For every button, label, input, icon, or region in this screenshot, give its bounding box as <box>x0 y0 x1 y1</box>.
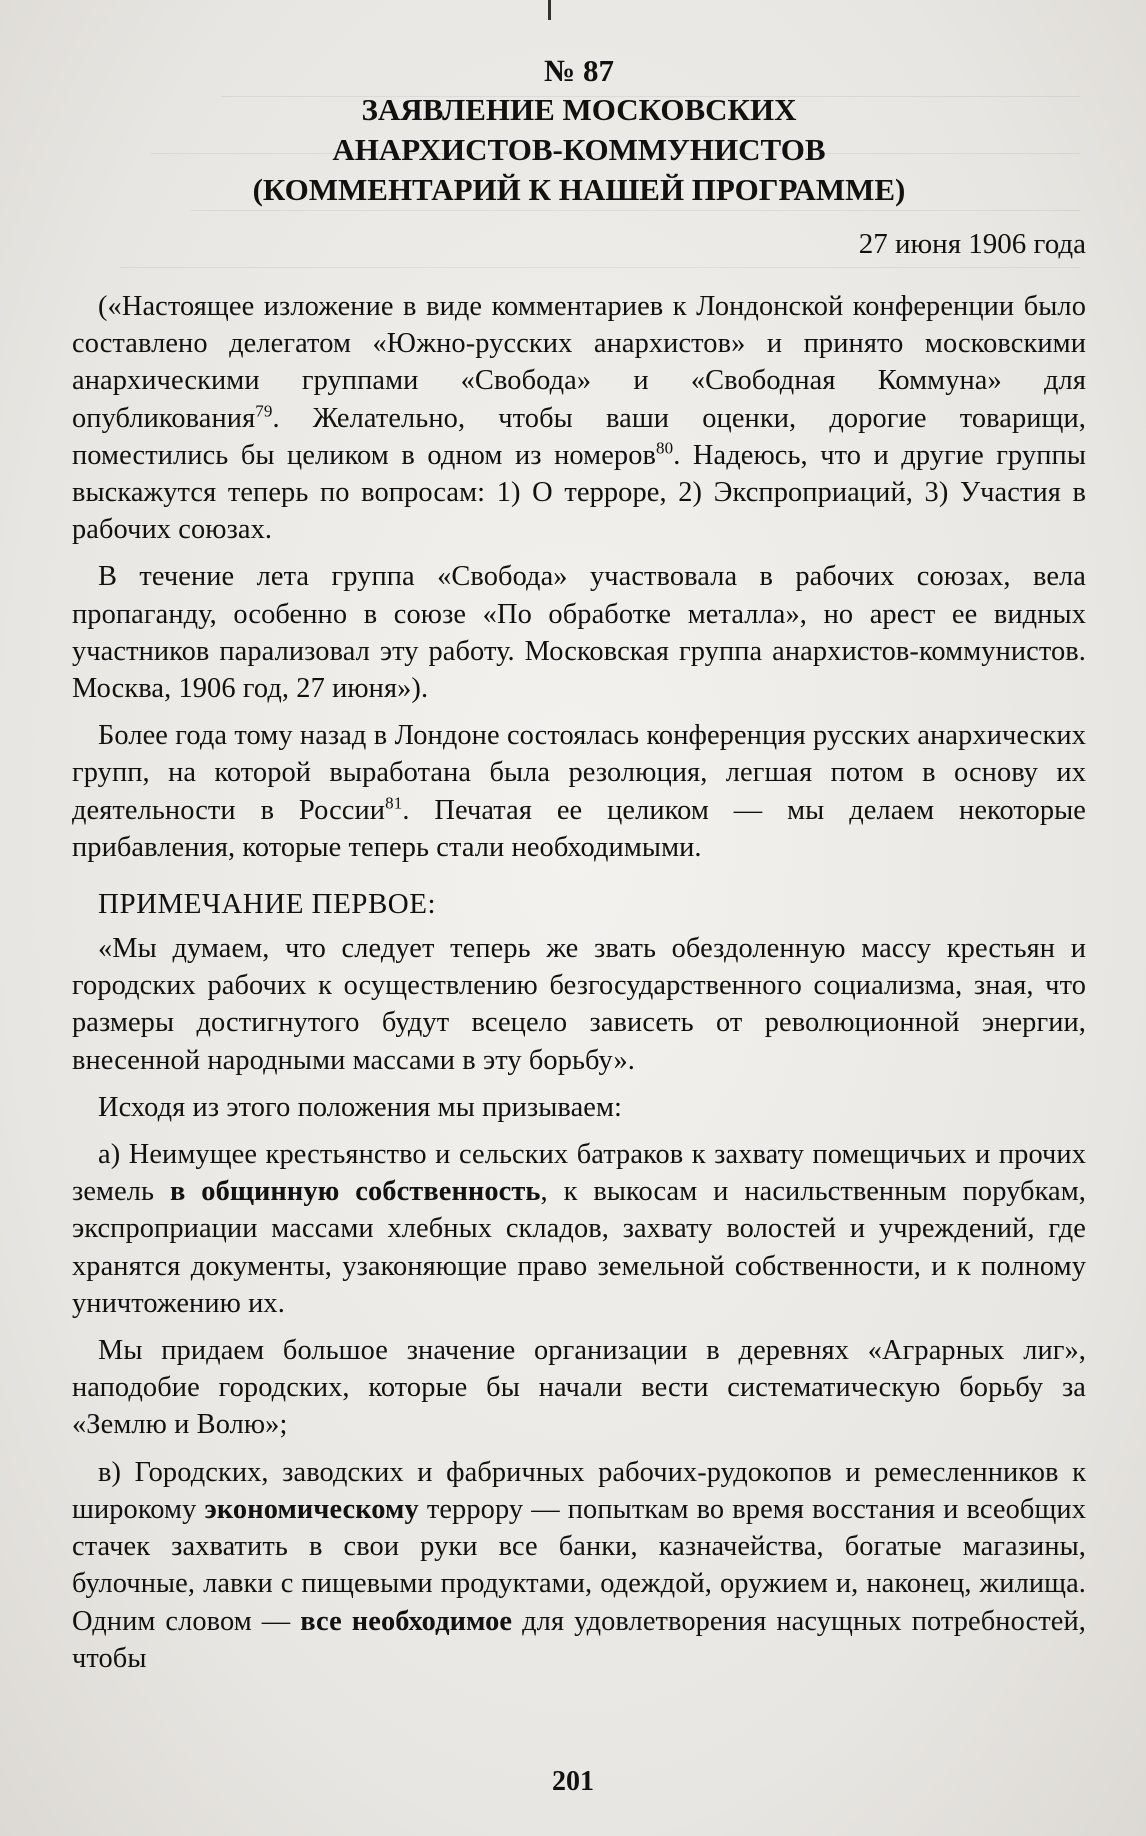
body-text-a1: а) Неимущее крестьянство и сельских батраков к захвату помещичьих и прочих земель <box>72 1139 1086 1208</box>
title-line-3: (КОММЕНТАРИЙ К НАШЕЙ ПРОГРАММЕ) <box>252 172 906 207</box>
intro-text-1b: . Желательно, чтобы ваши оценки, дорогие товарищи, поместились бы целиком в одном из номеров <box>72 402 1086 471</box>
emphasis-communal-property: в общинную собственность <box>169 1176 541 1208</box>
body-paragraph-leagues: Мы придаем большое значение организации в деревнях «Аграрных лиг», наподобие городских, которые бы начали вести систематическую борьбу за «Землю и Волю»; <box>72 1335 1086 1441</box>
intro-text-3b: . Печатая ее целиком — мы делаем некоторые прибавления, которые теперь стали необходимыми. <box>72 794 1086 863</box>
body-paragraph-a <box>72 1136 1086 1322</box>
intro-text-1c: . Надеюсь, что и другие группы выскажутся теперь по вопросам: 1) О терроре, 2) Экспроприаций, 3) Участия в рабочих союзах. <box>72 439 1086 546</box>
emphasis-necessities: все необходимое <box>300 1605 513 1637</box>
body-paragraph-call: Исходя из этого положения мы призываем: <box>98 1091 623 1123</box>
page-number: 201 <box>552 1766 594 1797</box>
intro-text-1a: («Настоящее изложение в виде комментариев к Лондонской конференции было составлено делегатом «Южно-русских анархистов» и принято московскими анархическими группами «Свобода» и «Свободная Коммуна» для опубликования <box>72 291 1086 434</box>
document-title <box>72 90 1086 210</box>
intro-text-3a: Более года тому назад в Лондоне состоялась конференция русских анархических групп, на которой выработана была резолюция, легшая потом в основу их деятельности в России <box>72 720 1086 826</box>
section-heading: ПРИМЕЧАНИЕ ПЕРВОЕ: <box>98 888 436 921</box>
document-number: № 87 <box>544 53 614 88</box>
document-date: 27 июня 1906 года <box>858 228 1086 260</box>
body-paragraph-quote: «Мы думаем, что следует теперь же звать обездоленную массу крестьян и городских рабочих к осуществлению безгосударственного социализма, зная, что размеры достигнутого будут всецело зависеть от революционной энергии, внесенной народными массами в эту борьбу». <box>72 933 1086 1076</box>
title-line-2: АНАРХИСТОВ-КОММУНИСТОВ <box>332 132 826 167</box>
footnote-ref-79: 79 <box>255 401 273 421</box>
intro-paragraph-1 <box>72 288 1086 548</box>
emphasis-economic: экономическому <box>204 1493 419 1525</box>
body-text-v3: для удовлетворения насущных потребностей, чтобы <box>72 1605 1086 1674</box>
body-text-v2: террору — попыткам во время восстания и всеобщих стачек захватить в свои руки все банки, казначейства, богатые магазины, булочные, лавки с пищевыми продуктами, одеждой, оружием и, наконец, жилища. Одним словом — <box>72 1493 1086 1637</box>
title-line-1: ЗАЯВЛЕНИЕ МОСКОВСКИХ <box>361 92 797 127</box>
body-text-a2: , к выкосам и насильственным порубкам, экспроприации массами хлебных складов, захвату волостей и учреждений, где хранятся документы, узаконяющие право земельной собственности, и к полному уничтожению их. <box>72 1176 1087 1319</box>
footnote-ref-81: 81 <box>385 793 403 813</box>
body-text-v1: в) Городских, заводских и фабричных рабочих-рудокопов и ремесленников к широкому <box>72 1456 1086 1525</box>
intro-paragraph-3 <box>72 717 1086 866</box>
body-paragraph-v <box>72 1454 1086 1677</box>
intro-paragraph-2: В течение лета группа «Свобода» участвовала в рабочих союзах, вела пропаганду, особенно в союзе «По обработке металла», но арест ее видных участников парализовал эту работу. Московская группа анархистов-коммунистов. Москва, 1906 год, 27 июня»). <box>72 561 1086 705</box>
print-mark <box>548 0 551 20</box>
footnote-ref-80: 80 <box>656 438 674 458</box>
